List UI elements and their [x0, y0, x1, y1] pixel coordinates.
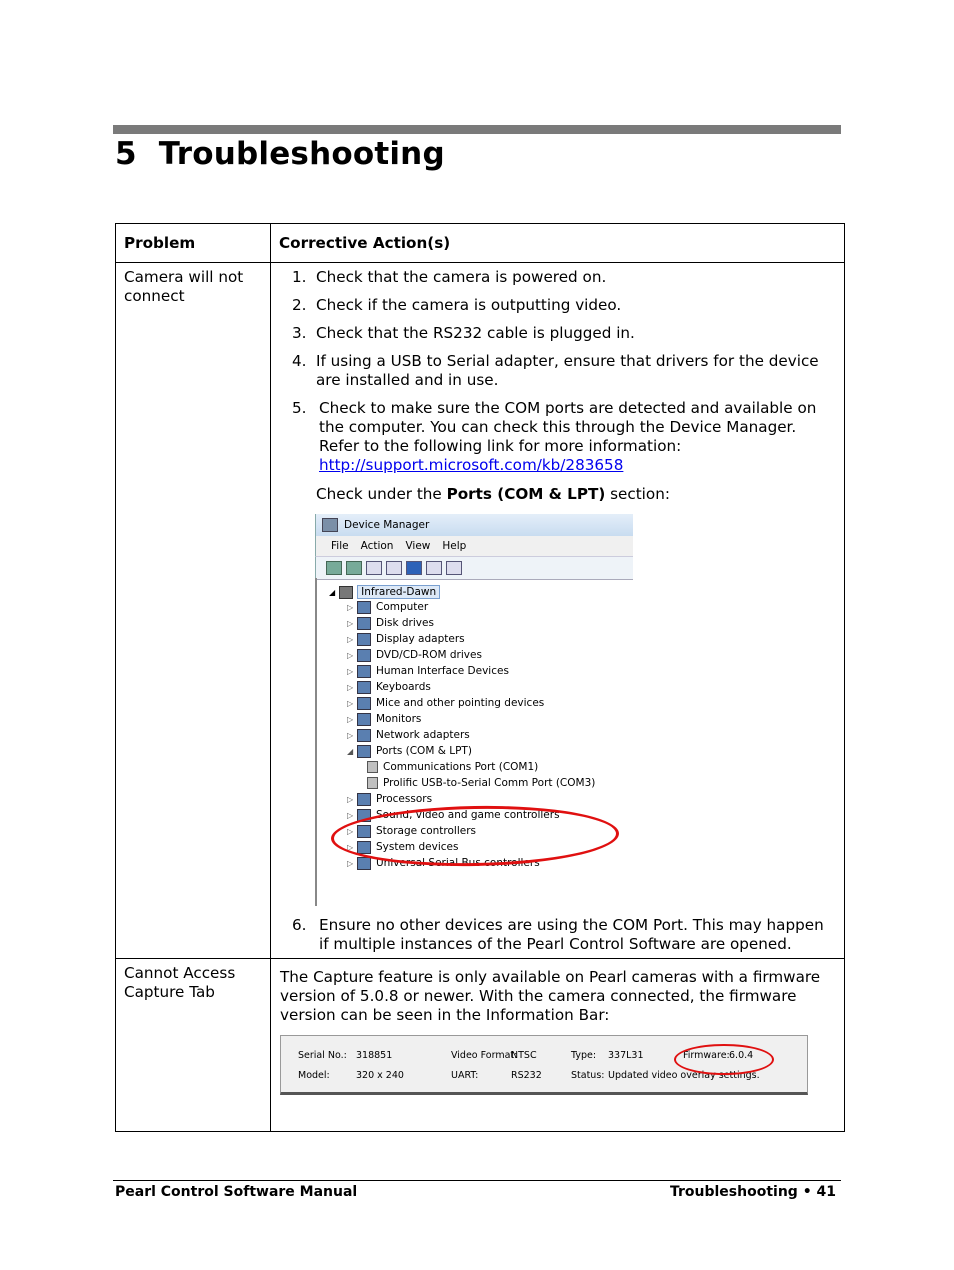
- tree-node: ▷ System devices: [347, 841, 459, 853]
- firmware-highlight-ellipse: [674, 1044, 774, 1075]
- device-icon: [357, 665, 371, 678]
- problem-cell: Camera will not connect: [116, 263, 271, 959]
- footer-page: Troubleshooting • 41: [669, 1184, 836, 1200]
- table-header-row: [116, 224, 845, 263]
- tree-node: ▷ Mice and other pointing devices: [347, 697, 545, 709]
- problem-cell: Cannot Access Capture Tab: [116, 959, 271, 1132]
- tree-node: ▷ Computer: [347, 601, 429, 613]
- help-icon: [406, 561, 422, 575]
- serial-label: Serial No.:: [298, 1050, 347, 1061]
- device-icon: [357, 649, 371, 662]
- uart-label: UART:: [451, 1070, 479, 1081]
- tree-node: ▷ Monitors: [347, 713, 422, 725]
- device-icon: [357, 857, 371, 870]
- serial-value: 318851: [356, 1050, 393, 1061]
- troubleshooting-table: [115, 223, 845, 1132]
- tree-node: ▷ Network adapters: [347, 729, 470, 741]
- table-row: [116, 263, 845, 959]
- menu-item-help: Help: [442, 540, 467, 552]
- device-icon: [357, 617, 371, 630]
- list-item: 1. Check that the camera is powered on.: [292, 268, 607, 286]
- menu-item-action: Action: [360, 540, 394, 552]
- device-icon: [357, 681, 371, 694]
- tree-node: ▷ Display adapters: [347, 633, 465, 645]
- uart-value: RS232: [511, 1070, 542, 1081]
- status-value: Updated video overlay settings.: [608, 1070, 760, 1081]
- tree-node: ▷ Keyboards: [347, 681, 431, 693]
- tree-node: Prolific USB-to-Serial Comm Port (COM3): [367, 775, 595, 791]
- tree-node: ▷ DVD/CD-ROM drives: [347, 649, 482, 661]
- model-label: Model:: [298, 1070, 330, 1081]
- steps-list: [272, 906, 843, 954]
- device-manager-titlebar: Device Manager: [315, 514, 633, 536]
- device-tree: [315, 578, 633, 906]
- video-format-label: Video Format:: [451, 1050, 518, 1061]
- action-cell: [271, 959, 845, 1132]
- tree-root: ◢ Infrared-Dawn: [329, 585, 440, 599]
- device-icon: [357, 601, 371, 614]
- scan-hardware-icon: [446, 561, 462, 575]
- computer-icon: [339, 586, 353, 599]
- status-label: Status:: [571, 1070, 605, 1081]
- tree-node: ▷ Processors: [347, 793, 433, 805]
- port-icon: [357, 745, 371, 758]
- type-label: Type:: [571, 1050, 597, 1061]
- device-icon: [357, 729, 371, 742]
- video-format-value: NTSC: [511, 1050, 537, 1061]
- tree-node: ▷ Disk drives: [347, 617, 434, 629]
- forward-arrow-icon: [346, 561, 362, 575]
- firmware-value: 6.0.4: [729, 1050, 754, 1061]
- properties-icon: [366, 561, 382, 575]
- firmware-label: Firmware:: [683, 1050, 730, 1061]
- device-manager-screenshot: [315, 514, 633, 906]
- tree-node: ◢ Ports (COM & LPT): [347, 745, 472, 757]
- information-bar-screenshot: [280, 1035, 808, 1095]
- view-icon: [426, 561, 442, 575]
- kb-link[interactable]: http://support.microsoft.com/kb/283658: [319, 456, 624, 474]
- list-item: 5. Check to make sure the COM ports are detected and available on the computer. You can check this through the Device Manager. Refer to the following link for more information: http://support.microsoft.com/kb/283658: [292, 399, 817, 474]
- header-action: Corrective Action(s): [271, 224, 845, 263]
- tree-node: ▷ Universal Serial Bus controllers: [347, 857, 540, 869]
- chapter-heading: 5 Troubleshooting: [115, 136, 445, 172]
- model-value: 320 x 240: [356, 1070, 404, 1081]
- device-icon: [357, 793, 371, 806]
- device-manager-toolbar: [315, 556, 633, 580]
- menu-item-file: File: [331, 540, 349, 552]
- header-problem: Problem: [116, 224, 271, 263]
- device-manager-menubar: [315, 536, 633, 556]
- type-value: 337L31: [608, 1050, 644, 1061]
- footer-title: Pearl Control Software Manual: [115, 1184, 358, 1200]
- device-icon: [357, 713, 371, 726]
- action-cell: [271, 263, 845, 959]
- device-icon: [357, 697, 371, 710]
- back-arrow-icon: [326, 561, 342, 575]
- list-item: 3. Check that the RS232 cable is plugged in.: [292, 324, 635, 342]
- check-under-text: Check under the Ports (COM & LPT) section:: [316, 485, 670, 503]
- chapter-rule: [113, 125, 841, 134]
- menu-item-view: View: [405, 540, 431, 552]
- list-item: 4. If using a USB to Serial adapter, ensure that drivers for the device are installed and in use.: [292, 352, 819, 389]
- tree-node: Communications Port (COM1): [367, 759, 538, 775]
- tree-node: ▷ Human Interface Devices: [347, 665, 509, 677]
- footer-rule: [113, 1180, 841, 1181]
- list-item: 6. Ensure no other devices are using the COM Port. This may happen if multiple instances of the Pearl Control Software are opened.: [292, 916, 824, 953]
- port-icon: [367, 761, 378, 773]
- steps-list: [272, 264, 843, 475]
- device-manager-icon: [322, 518, 338, 532]
- port-icon: [367, 777, 378, 789]
- list-item: 2. Check if the camera is outputting video.: [292, 296, 622, 314]
- list-icon: [386, 561, 402, 575]
- tree-node: ▷ Sound, video and game controllers: [347, 809, 560, 821]
- table-row: [116, 959, 845, 1132]
- capture-text: The Capture feature is only available on Pearl cameras with a firmware version of 5.0.8 or newer. With the camera connected, the firmware version can be seen in the Information Bar:: [280, 968, 821, 1024]
- tree-node: ▷ Storage controllers: [347, 825, 476, 837]
- device-icon: [357, 633, 371, 646]
